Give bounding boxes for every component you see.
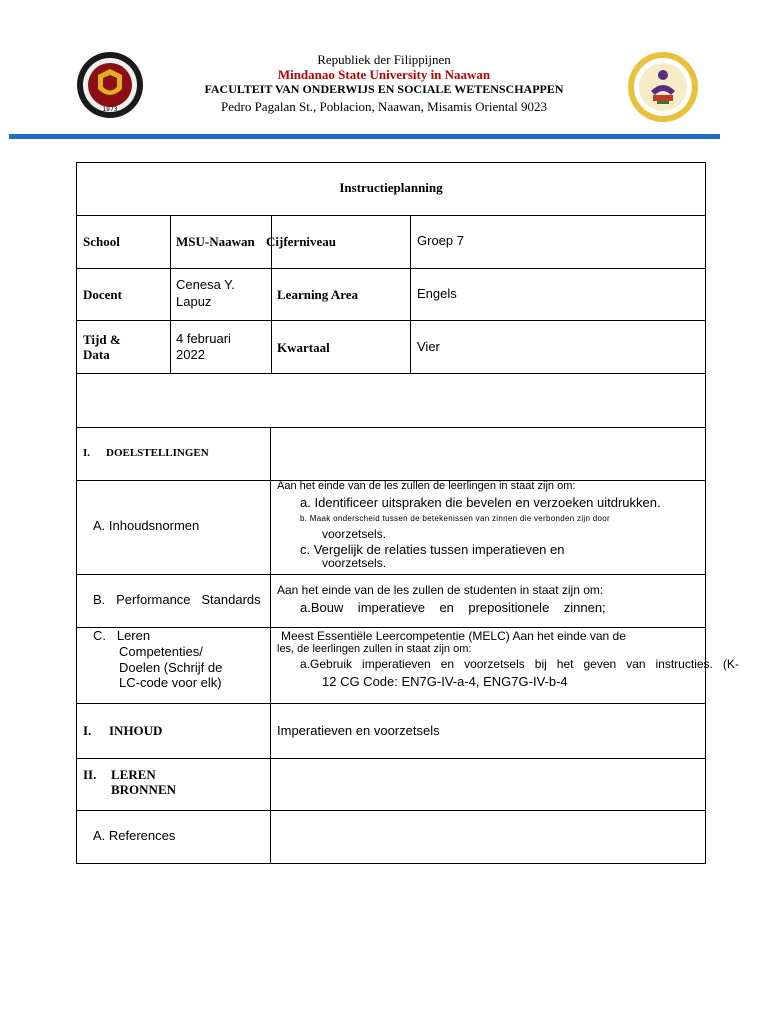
teacher-value-line2: Lapuz <box>176 294 212 309</box>
content-standards-item-c: c. Vergelijk de relaties tussen imperatieven en <box>300 542 565 557</box>
content-standards-label: A. Inhoudsnormen <box>93 518 200 533</box>
quarter-value: Vier <box>417 339 440 354</box>
learning-area-label: Learning Area <box>277 287 359 302</box>
content-standards-item-b: b. Maak onderscheid tussen de betekenissen van zinnen die verbonden zijn door <box>300 514 610 523</box>
school-label: School <box>83 234 120 249</box>
grade-label: Cijferniveau <box>266 234 337 249</box>
table-col-line <box>170 215 171 374</box>
section-2-number: II. <box>83 767 97 782</box>
table-border-top <box>76 162 706 163</box>
content-standards-item-c-cont: voorzetsels. <box>322 556 387 570</box>
time-label-line1: Tijd & <box>83 332 121 347</box>
date-value-line1: 4 februari <box>176 331 231 346</box>
learning-area-value: Engels <box>417 286 457 301</box>
section-1-number: I. <box>83 447 91 459</box>
competencies-text-line4: 12 CG Code: EN7G-IV-a-4, ENG7G-IV-b-4 <box>322 674 568 689</box>
section-inhoud-title: INHOUD <box>109 723 163 738</box>
content-standards-intro: Aan het einde van de les zullen de leerlingen in staat zijn om: <box>277 480 576 492</box>
content-standards-item-a: a. Identificeer uitspraken die bevelen en verzoeken uitdrukken. <box>300 495 661 510</box>
section-2-title-line1: LEREN <box>111 767 156 782</box>
table-line <box>76 703 706 704</box>
table-line <box>76 810 706 811</box>
date-value-line2: 2022 <box>176 347 205 362</box>
performance-standards-label: B. Performance Standards <box>93 592 261 607</box>
section-inhoud-value: Imperatieven en voorzetsels <box>277 723 440 738</box>
header-country: Republiek der Filippijnen <box>317 52 451 67</box>
table-col-line <box>270 427 271 864</box>
table-line <box>76 758 706 759</box>
quarter-label: Kwartaal <box>277 340 330 355</box>
competencies-text-line2: les, de leerlingen zullen in staat zijn om: <box>277 643 472 655</box>
header-university: Mindanao State University in Naawan <box>277 67 491 82</box>
performance-standards-item-a: a.Bouw imperatieve en prepositionele zinnen; <box>300 600 606 615</box>
teacher-value-line1: Cenesa Y. <box>176 277 235 292</box>
lesson-plan-table <box>76 162 739 864</box>
references-label: A. References <box>93 828 176 843</box>
section-inhoud-number: I. <box>83 723 92 738</box>
section-1-title: DOELSTELLINGEN <box>106 447 209 459</box>
table-border-right <box>705 162 706 864</box>
performance-standards-intro: Aan het einde van de les zullen de studenten in staat zijn om: <box>277 583 604 597</box>
header-divider <box>9 134 720 139</box>
table-line <box>76 427 706 428</box>
header-address: Pedro Pagalan St., Poblacion, Naawan, Misamis Oriental 9023 <box>220 99 548 114</box>
content-standards-item-b-cont: voorzetsels. <box>322 527 387 541</box>
competencies-text-line1: Meest Essentiële Leercompetentie (MELC) Aan het einde van de <box>281 629 626 643</box>
school-value: MSU-Naawan <box>176 234 255 249</box>
seal-year: 1973 <box>102 106 118 113</box>
competencies-label-line1: C. Leren <box>93 628 151 643</box>
competencies-label-line2: Competenties/ <box>119 644 203 659</box>
competencies-label-line4: LC-code voor elk) <box>119 675 222 690</box>
table-border-left <box>76 162 77 864</box>
time-label-line2: Data <box>83 347 110 362</box>
section-2-title-line2: BRONNEN <box>111 782 177 797</box>
competencies-text-line3: a.Gebruik imperatieven en voorzetsels bij het geven van instructies. (K- <box>300 657 739 671</box>
table-line <box>76 574 706 575</box>
header-faculty: FACULTEIT VAN ONDERWIJS EN SOCIALE WETENSCHAPPEN <box>204 82 564 96</box>
competencies-label-line3: Doelen (Schrijf de <box>119 660 223 675</box>
table-border-bottom <box>76 863 706 864</box>
table-col-line <box>410 215 411 374</box>
teacher-label: Docent <box>83 287 122 302</box>
table-title: Instructieplanning <box>339 180 443 195</box>
grade-value: Groep 7 <box>417 233 464 248</box>
